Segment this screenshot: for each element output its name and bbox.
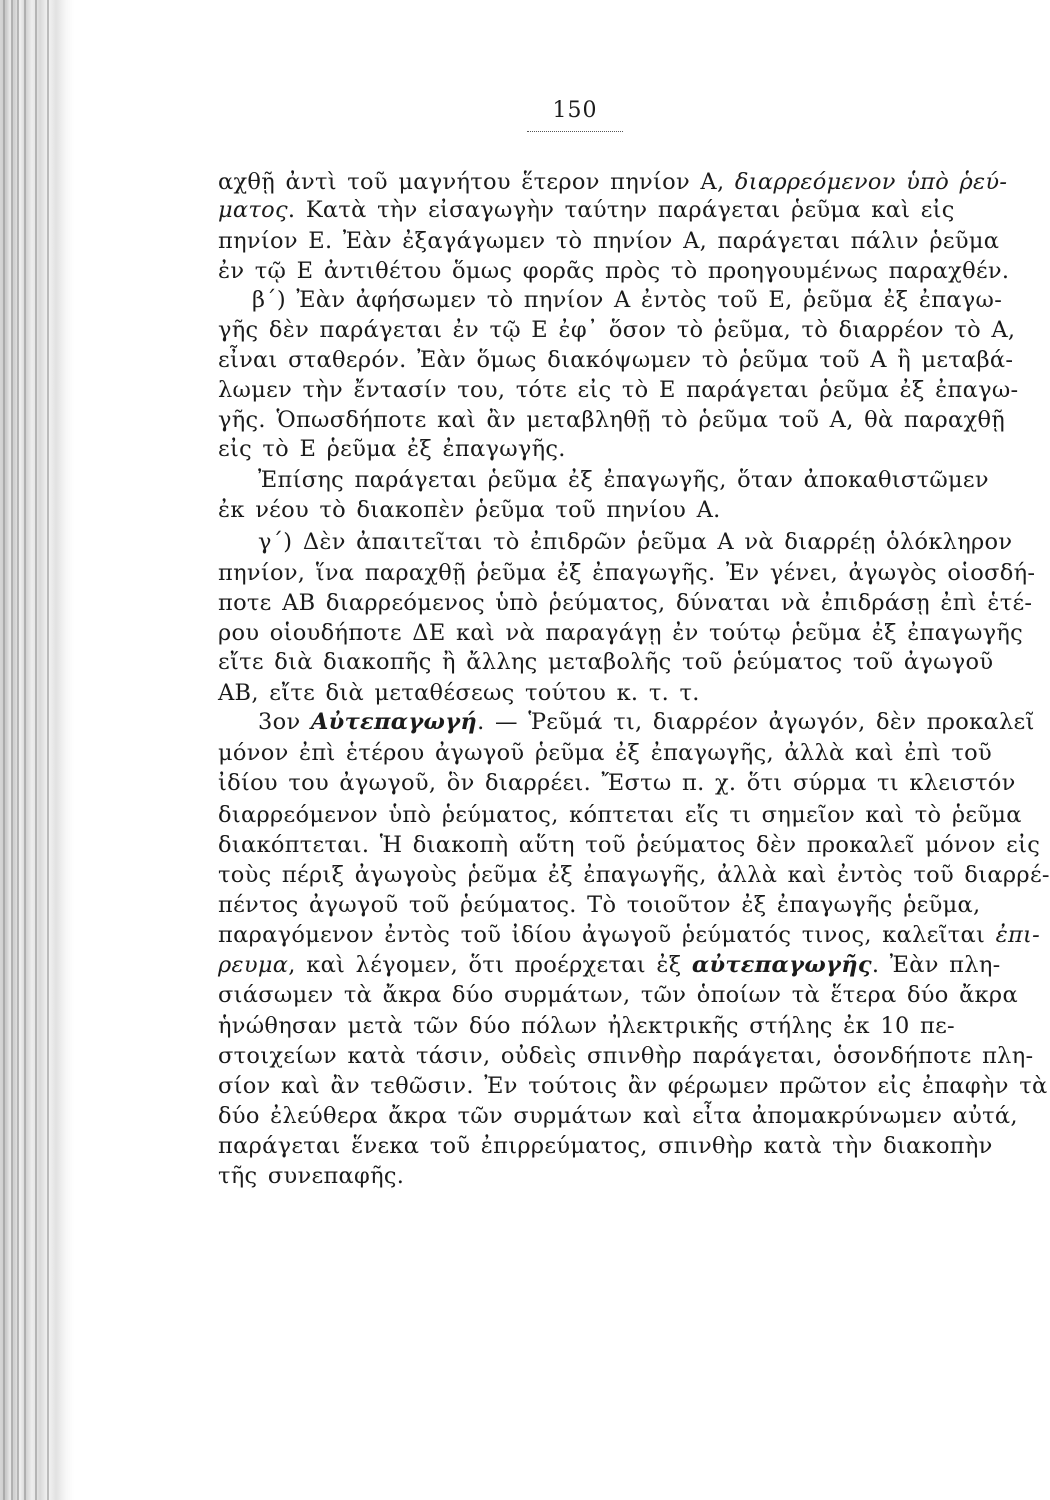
text-span: ΑΒ, εἴτε διὰ μεταθέσεως τούτου κ. τ. τ. bbox=[218, 680, 700, 706]
text-line bbox=[218, 168, 1008, 196]
text-line bbox=[218, 227, 1000, 255]
text-span: γῆς. Ὁπωσδήποτε καὶ ἂν μεταβληθῇ τὸ ῥεῦμα τοῦ Α, θὰ παραχθῇ bbox=[218, 407, 1006, 433]
text-line bbox=[218, 679, 975, 707]
text-span: , καὶ λέγομεν, ὅτι προέρχεται ἐξ bbox=[288, 952, 692, 978]
text-span: σίον καὶ ἂν τεθῶσιν. Ἐν τούτοις ἂν φέρωμεν πρῶτον εἰς ἐπαφὴν τὰ bbox=[218, 1073, 1048, 1099]
text-span: Ἐπίσης παράγεται ῥεῦμα ἐξ ἐπαγωγῆς, ὅταν ἀποκαθιστῶμεν bbox=[258, 467, 989, 493]
text-span: γῆς δὲν παράγεται ἐν τῷ Ε ἐφ᾽ ὅσον τὸ ῥεῦμα, τὸ διαρρέον τὸ Α, bbox=[218, 317, 1016, 343]
text-span: ποτε ΑΒ διαρρεόμενος ὑπὸ ῥεύματος, δύναται νὰ ἐπιδράσῃ ἐπὶ ἑτέ- bbox=[218, 590, 1033, 616]
text-span: δύο ἐλεύθερα ἄκρα τῶν συρμάτων καὶ εἶτα ἀπομακρύνωμεν αὐτά, bbox=[218, 1103, 1018, 1129]
text-line bbox=[218, 589, 1033, 617]
text-span: διακόπτεται. Ἡ διακοπὴ αὕτη τοῦ ῥεύματος δὲν προκαλεῖ μόνον εἰς bbox=[218, 832, 1041, 858]
text-line bbox=[218, 496, 975, 524]
text-span: ἡνώθησαν μετὰ τῶν δύο πόλων ἠλεκτρικῆς στήλης ἐκ 10 πε- bbox=[218, 1013, 955, 1039]
text-span: . — Ῥεῦμά τι, διαρρέον ἀγωγόν, δὲν προκαλεῖ bbox=[477, 709, 1035, 735]
page-number: 150 bbox=[552, 98, 598, 123]
italic-span: διαρρεόμενον ὑπὸ ῥεύ- bbox=[734, 169, 1008, 195]
text-span: εἰς τὸ Ε ῥεῦμα ἐξ ἐπαγωγῆς. bbox=[218, 436, 566, 462]
text-line bbox=[218, 435, 975, 463]
text-span: μόνον ἐπὶ ἑτέρου ἀγωγοῦ ῥεῦμα ἐξ ἐπαγωγῆς, ἀλλὰ καὶ ἐπὶ τοῦ bbox=[218, 740, 992, 766]
text-span: αχθῇ ἀντὶ τοῦ μαγνήτου ἕτερον πηνίον Α, bbox=[218, 169, 735, 195]
text-line bbox=[218, 891, 981, 919]
text-span: τοὺς πέριξ ἀγωγοὺς ῥεῦμα ἐξ ἐπαγωγῆς, ἀλλὰ καὶ ἐντὸς τοῦ διαρρέ- bbox=[218, 862, 1050, 888]
text-line bbox=[218, 739, 992, 767]
text-line bbox=[218, 861, 1050, 889]
text-line bbox=[258, 466, 989, 494]
italic-span: ματος bbox=[218, 197, 288, 223]
text-line bbox=[218, 921, 1041, 949]
text-span: τῆς συνεπαφῆς. bbox=[218, 1163, 405, 1189]
text-span: στοιχείων κατὰ τάσιν, οὐδεὶς σπινθὴρ παράγεται, ὁσονδήποτε πλη- bbox=[218, 1043, 1034, 1069]
text-span: ἐν τῷ Ε ἀντιθέτου ὅμως φορᾶς πρὸς τὸ προηγουμένως παραχθέν. bbox=[218, 258, 1010, 284]
text-span: ἐκ νέου τὸ διακοπὲν ῥεῦμα τοῦ πηνίου Α. bbox=[218, 497, 721, 523]
text-line bbox=[218, 196, 975, 224]
emphasis-term: αὐτεπαγωγῆς bbox=[691, 952, 872, 978]
text-span: πέντος ἀγωγοῦ τοῦ ῥεύματος. Τὸ τοιοῦτον ἐξ ἐπαγωγῆς ῥεῦμα, bbox=[218, 892, 981, 918]
text-line bbox=[218, 1072, 1048, 1100]
text-line bbox=[218, 648, 994, 676]
text-span: πηνίον Ε. Ἐὰν ἐξαγάγωμεν τὸ πηνίον Α, παράγεται πάλιν ῥεῦμα bbox=[218, 228, 1000, 254]
text-line bbox=[218, 1162, 975, 1190]
text-span: διαρρεόμενον ὑπὸ ῥεύματος, κόπτεται εἴς τι σημεῖον καὶ τὸ ῥεῦμα bbox=[218, 802, 1022, 828]
text-span: ρου οἱουδήποτε ΔΕ καὶ νὰ παραγάγῃ ἐν τούτῳ ῥεῦμα ἐξ ἐπαγωγῆς bbox=[218, 620, 1024, 646]
text-line bbox=[218, 559, 1036, 587]
text-span: εἴτε διὰ διακοπῆς ἢ ἄλλης μεταβολῆς τοῦ ῥεύματος τοῦ ἀγωγοῦ bbox=[218, 649, 994, 675]
text-line bbox=[218, 1132, 993, 1160]
text-line bbox=[218, 316, 1016, 344]
text-line bbox=[218, 257, 1010, 285]
text-line bbox=[218, 406, 1006, 434]
text-line bbox=[218, 346, 1014, 374]
text-line bbox=[258, 708, 1035, 736]
text-span: εἶναι σταθερόν. Ἐὰν ὅμως διακόψωμεν τὸ ῥεῦμα τοῦ Α ἢ μεταβά- bbox=[218, 347, 1014, 373]
text-span: πηνίον, ἵνα παραχθῇ ῥεῦμα ἐξ ἐπαγωγῆς. Ἐν γένει, ἀγωγὸς οἱοσδή- bbox=[218, 560, 1036, 586]
text-line bbox=[218, 769, 1016, 797]
text-span: β΄) Ἐὰν ἀφήσωμεν τὸ πηνίον Α ἐντὸς τοῦ Ε, ῥεῦμα ἐξ ἐπαγω- bbox=[252, 287, 1003, 313]
text-line bbox=[218, 376, 1019, 404]
text-line bbox=[218, 619, 1024, 647]
emphasis-term: Αὐτεπαγωγή bbox=[310, 709, 478, 735]
text-span: . Κατὰ τὴν εἰσαγωγὴν ταύτην παράγεται ῥεῦμα καὶ εἰς bbox=[287, 197, 955, 223]
text-span: ἰδίου του ἀγωγοῦ, ὃν διαρρέει. Ἔστω π. χ. ὅτι σύρμα τι κλειστόν bbox=[218, 770, 1016, 796]
italic-span: ρευμα bbox=[218, 952, 289, 978]
text-span: σιάσωμεν τὰ ἄκρα δύο συρμάτων, τῶν ὁποίων τὰ ἕτερα δύο ἄκρα bbox=[218, 982, 1018, 1008]
text-span: 3ον bbox=[258, 709, 311, 735]
text-line bbox=[258, 528, 1013, 556]
text-line bbox=[218, 1102, 1018, 1130]
text-span: παράγεται ἕνεκα τοῦ ἐπιρρεύματος, σπινθὴρ κατὰ τὴν διακοπὴν bbox=[218, 1133, 993, 1159]
text-line bbox=[252, 286, 1003, 314]
text-span: λωμεν τὴν ἔντασίν του, τότε εἰς τὸ Ε παράγεται ῥεῦμα ἐξ ἐπαγω- bbox=[218, 377, 1019, 403]
text-line bbox=[218, 1012, 975, 1040]
text-line bbox=[218, 951, 1001, 979]
text-span: . Ἐὰν πλη- bbox=[871, 952, 1001, 978]
text-line bbox=[218, 801, 1022, 829]
italic-span: ἐπι- bbox=[995, 922, 1041, 948]
text-span: γ΄) Δὲν ἀπαιτεῖται τὸ ἐπιδρῶν ῥεῦμα Α νὰ διαρρέῃ ὁλόκληρον bbox=[258, 529, 1013, 555]
text-line bbox=[218, 981, 1018, 1009]
text-line bbox=[218, 831, 1041, 859]
text-line bbox=[218, 1042, 1034, 1070]
text-span: παραγόμενον ἐντὸς τοῦ ἰδίου ἀγωγοῦ ῥεύματός τινος, καλεῖται bbox=[218, 922, 996, 948]
